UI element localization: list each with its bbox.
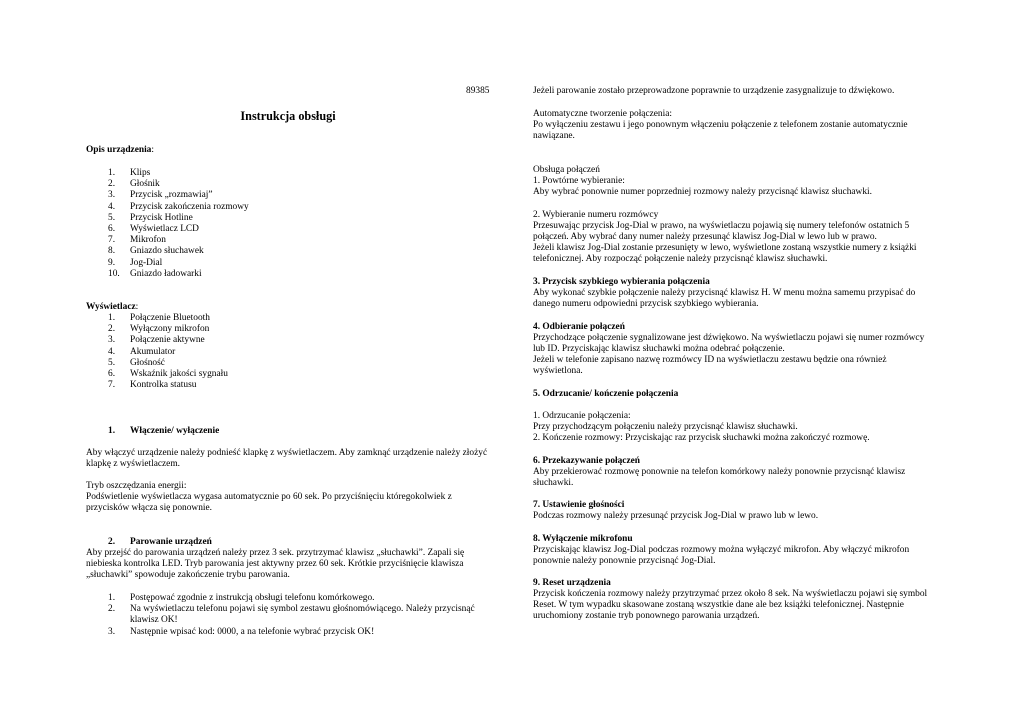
list-item-number: 8.: [108, 246, 116, 257]
list-item-number: 1.: [108, 168, 116, 178]
list-item-text: Wyłączony mikrofon: [130, 324, 210, 335]
list-item-number: 4.: [108, 346, 116, 357]
list-item: [86, 604, 490, 626]
list-item-number: 3.: [108, 335, 116, 346]
list-item-text: Przycisk „rozmawiaj”: [130, 190, 213, 201]
list-item-text: Wyświetlacz LCD: [130, 224, 199, 235]
list-item-text: Postępować zgodnie z instrukcją obsługi telefonu komórkowego.: [130, 593, 375, 603]
section-title-text: Włączenie/ wyłączenie: [130, 426, 220, 436]
list-item-number: 5.: [108, 357, 116, 368]
list-item: [86, 224, 490, 235]
list-item-number: 6.: [108, 224, 116, 235]
list-item-number: 7.: [108, 380, 116, 391]
section-4-text-2: Jeżeli w telefonie zapisano nazwę rozmówcy ID na wyświetlaczu zestawu będzie ona również wyświetlona.: [533, 355, 887, 377]
dial-text: Przesuwając przycisk Jog-Dial w prawo, na wyświetlaczu pojawią się numery telefonów ostatnich 5 połączeń. Aby wybrać dany numer należy przesunąć klawisz Jog-Dial w lewo lub w prawo.: [533, 221, 910, 243]
auto-connect-heading: Automatyczne tworzenie połączenia:: [533, 109, 672, 119]
list-item: [86, 246, 490, 257]
list-item: [86, 347, 490, 358]
list-item-number: 3.: [108, 190, 116, 201]
list-item-text: Głośność: [130, 357, 165, 368]
list-item: [86, 335, 490, 346]
list-item-text: Następnie wpisać kod: 0000, a na telefonie wybrać przycisk OK!: [130, 626, 375, 637]
list-item: [86, 380, 490, 391]
section-6-text: Aby przekierować rozmowę ponownie na telefon komórkowy należy ponownie przycisnąć klawisz słuchawki.: [533, 467, 906, 489]
list-item-text: Gniazdo słuchawek: [130, 246, 204, 257]
section-4-text: Przychodzące połączenie sygnalizowane jest dźwiękowo. Na wyświetlaczu pojawi się numer rozmówcy lub ID. Przyciskając klawisz słuchawki można odebrać połączenie.: [533, 333, 925, 355]
display-heading-text: Wyświetlacz: [86, 302, 136, 312]
list-item-text: Kontrolka statusu: [130, 380, 197, 391]
list-item: [86, 369, 490, 380]
energy-saving-text: Podświetlenie wyświetlacza wygasa automatycznie po 60 sek. Po przyciśnięciu któregokolwiek z przycisków włącza się ponownie.: [86, 492, 452, 514]
section-5-line-2: Przy przychodzącym połączeniu należy przycisnąć klawisz słuchawki.: [533, 422, 798, 432]
list-item-number: 10.: [108, 268, 120, 279]
list-item-number: 4.: [108, 201, 116, 212]
list-item: [86, 202, 490, 213]
dial-heading: 2. Wybieranie numeru rozmówcy: [533, 210, 659, 220]
section-6-title: 6. Przekazywanie połączeń: [533, 456, 641, 466]
display-heading-suffix: :: [135, 302, 139, 312]
device-description-heading: [86, 145, 490, 156]
list-item-number: 9.: [108, 257, 116, 268]
section-title-text: Parowanie urządzeń: [130, 537, 212, 548]
list-item-text: Przycisk zakończenia rozmowy: [130, 201, 249, 212]
list-item-number: 1.: [108, 593, 116, 603]
section-9-title: 9. Reset urządzenia: [533, 578, 611, 588]
section-number: 1.: [108, 426, 116, 436]
list-item-number: 6.: [108, 369, 116, 380]
list-item-number: 7.: [108, 235, 116, 246]
section-7-text: Podczas rozmowy należy przesunąć przycisk Jog-Dial w prawo lub w lewo.: [533, 511, 819, 521]
list-item-text: Połączenie aktywne: [130, 335, 205, 346]
list-item: [86, 358, 490, 369]
list-item: [86, 593, 490, 604]
list-item-number: 1.: [108, 313, 116, 323]
list-item-number: 2.: [108, 179, 116, 190]
redial-text: Aby wybrać ponownie numer poprzedniej rozmowy należy przycisnąć klawisz słuchawki.: [533, 187, 872, 197]
list-item-text: Akumulator: [130, 346, 176, 357]
list-item-text: Gniazdo ładowarki: [130, 268, 202, 279]
page-title: Instrukcja obsługi: [240, 109, 336, 123]
list-item: [86, 168, 490, 179]
section-9-text: Przycisk kończenia rozmowy należy przytrzymać przez około 8 sek. Na wyświetlaczu pojawi się symbol Reset. W tym wypadku skasowane zostaną wszystkie dane ale bez książki telefonicznej. Następnie uruchomiony zostanie tryb ponownego parowania urządzeń.: [533, 589, 928, 622]
pairing-confirmation-text: Jeżeli parowanie zostało przeprowadzone poprawnie to urządzenie zasygnalizuje to dźwiękowo.: [533, 86, 895, 96]
auto-connect-text: Po wyłączeniu zestawu i jego ponownym włączeniu połączenie z telefonem zostanie automatycznie nawiązane.: [533, 120, 908, 142]
list-item-text: Połączenie Bluetooth: [130, 313, 210, 323]
list-item-text: Przycisk Hotline: [130, 212, 193, 223]
device-description-heading-suffix: :: [151, 145, 154, 155]
list-item-number: 2.: [108, 604, 116, 615]
section-number: 2.: [108, 537, 116, 548]
section-8-text: Przyciskając klawisz Jog-Dial podczas rozmowy można wyłączyć mikrofon. Aby włączyć mikrofon ponownie należy ponownie przycisnąć Jog-Dial.: [533, 545, 910, 567]
redial-heading: 1. Powtórne wybieranie:: [533, 176, 625, 186]
section-1-title: [86, 426, 534, 437]
list-item: [86, 313, 490, 324]
section-2-text: Aby przejść do parowania urządzeń należy przez 3 sek. przytrzymać klawisz „słuchawki”. Zapali się niebieska kontrolka LED. Tryb parowania jest aktywny przez 60 sek. Krótkie przyciśnięcie klawisza „słuchawki” spowoduje zakończenie trybu parowania.: [86, 548, 465, 581]
list-item-text: Jog-Dial: [130, 257, 163, 268]
document-number: 89385: [466, 86, 490, 96]
list-item: [86, 235, 490, 246]
section-3-title: 3. Przycisk szybkiego wybierania połączenia: [533, 277, 710, 287]
section-7-title: 7. Ustawienie głośności: [533, 500, 625, 510]
section-8-title: 8. Wyłączenie mikrofonu: [533, 534, 633, 544]
section-1-text: Aby włączyć urządzenie należy podnieść klapkę z wyświetlaczem. Aby zamknąć urządzenie należy złożyć klapkę z wyświetlaczem.: [86, 448, 488, 470]
display-heading: [86, 302, 490, 313]
list-item: [86, 324, 490, 335]
list-item: [86, 190, 490, 201]
list-item: [86, 179, 490, 190]
list-item-text: Głośnik: [130, 179, 160, 190]
device-description-heading-text: Opis urządzenia: [86, 145, 152, 155]
dial-text-2: Jeżeli klawisz Jog-Dial zostanie przesunięty w lewo, wyświetlone zostaną wszystkie numery z książki telefonicznej. Aby rozpocząć połączenie należy przycisnąć klawisz słuchawki.: [533, 243, 917, 265]
list-item-text: Wskaźnik jakości sygnału: [130, 369, 228, 380]
list-item: [86, 627, 490, 638]
list-item: [86, 213, 490, 224]
section-5-title: 5. Odrzucanie/ kończenie połączenia: [533, 389, 679, 399]
pairing-steps-list: [86, 593, 490, 638]
list-item-text: Mikrofon: [130, 235, 166, 246]
list-item-text: Klips: [130, 168, 151, 178]
section-5-line-3: 2. Kończenie rozmowy: Przyciskając raz przycisk słuchawki można zakończyć rozmowę.: [533, 433, 870, 443]
section-2-title: [86, 537, 534, 548]
list-item-number: 2.: [108, 324, 116, 335]
list-item-number: 3.: [108, 626, 116, 637]
energy-saving-heading: Tryb oszczędzania energii:: [86, 481, 187, 491]
list-item: [86, 258, 490, 269]
section-3-text: Aby wykonać szybkie połączenie należy przycisnąć klawisz H. W menu można samemu przypisać do danego numeru odpowiedni przycisk szybkiego wybierania.: [533, 288, 916, 310]
section-5-line-1: 1. Odrzucanie połączenia:: [533, 411, 631, 421]
display-indicators-list: [86, 313, 490, 391]
device-parts-list: [86, 168, 490, 280]
list-item-text: Na wyświetlaczu telefonu pojawi się symbol zestawu głośnomówiącego. Należy przycisnąć klawisz OK!: [130, 604, 475, 626]
list-item: [86, 269, 490, 280]
calls-heading: Obsługa połączeń: [533, 165, 600, 175]
list-item-number: 5.: [108, 212, 116, 223]
section-4-title: 4. Odbieranie połączeń: [533, 322, 625, 332]
